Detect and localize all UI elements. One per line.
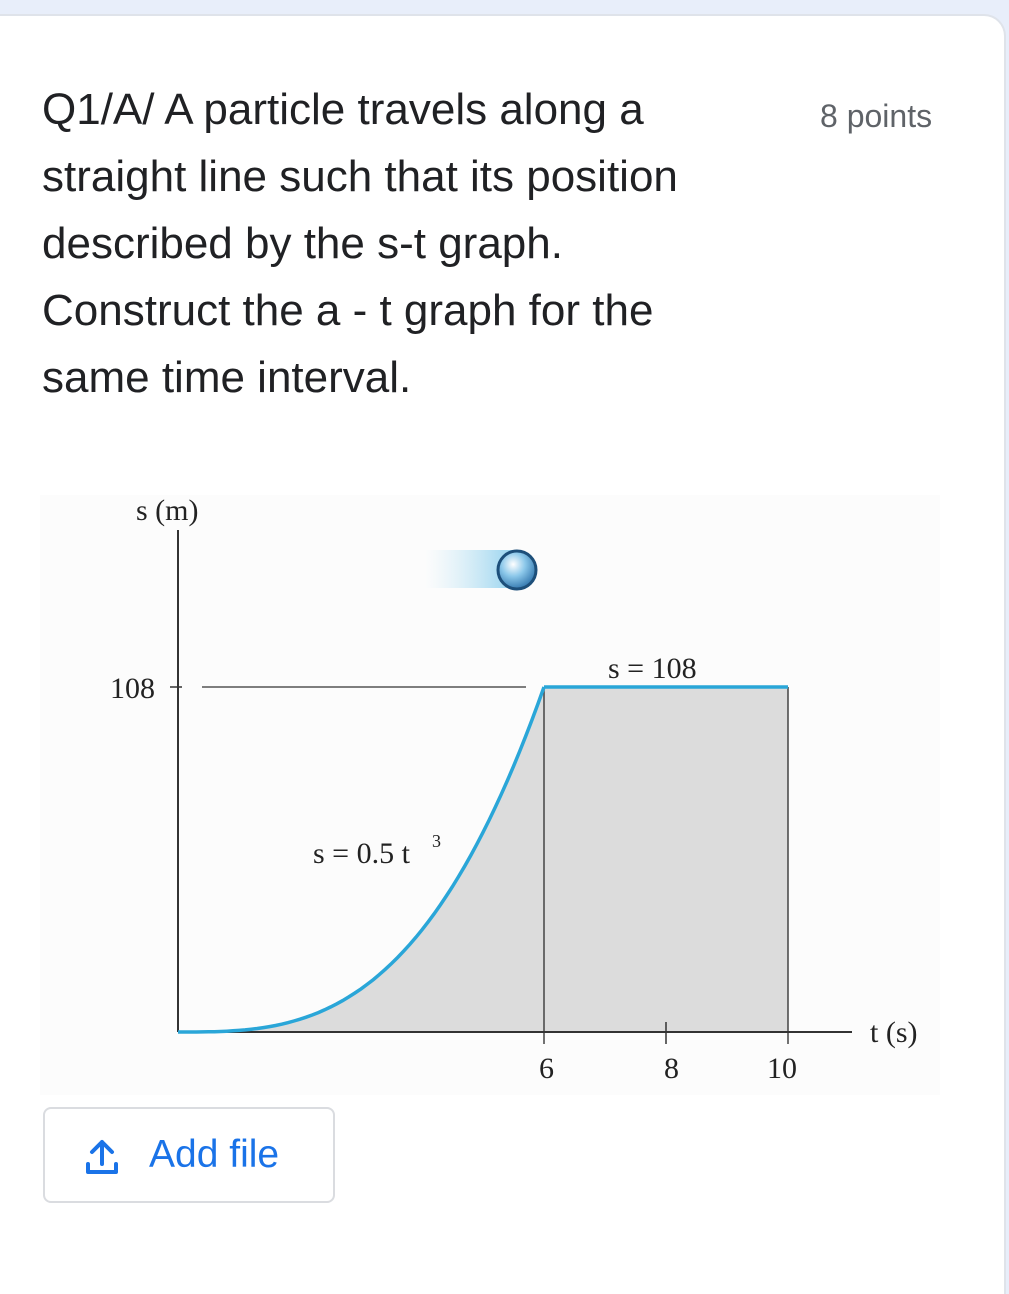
add-file-button[interactable]: [43, 1107, 335, 1203]
x-tick-label: 10: [767, 1052, 797, 1085]
question-text: [42, 76, 742, 411]
upload-icon: [85, 1139, 119, 1175]
top-strip: [0, 0, 1009, 14]
question-line: same time interval.: [42, 353, 412, 402]
x-tick-label: 6: [539, 1052, 554, 1085]
x-tick-label: 8: [664, 1052, 679, 1085]
question-line: Q1/A/ A particle travels along a: [42, 85, 644, 134]
add-file-label: Add file: [149, 1133, 280, 1176]
question-line: described by the s-t graph.: [42, 219, 563, 268]
curve-label-exponent: 3: [432, 831, 441, 851]
s-t-chart: [40, 495, 940, 1095]
x-axis-label: t (s): [870, 1016, 918, 1049]
question-figure: [40, 495, 940, 1095]
question-line: Construct the a - t graph for the: [42, 286, 654, 335]
particle-icon: [498, 551, 536, 589]
points-label: 8 points: [820, 98, 933, 134]
y-axis-label: s (m): [136, 495, 199, 527]
flat-segment-label: s = 108: [608, 652, 697, 685]
y-tick-label: 108: [110, 672, 155, 705]
curve-label: s = 0.5 t: [313, 837, 410, 870]
area-under-curve: [178, 687, 788, 1032]
question-line: straight line such that its position: [42, 152, 678, 201]
area-fill: [178, 687, 788, 1032]
